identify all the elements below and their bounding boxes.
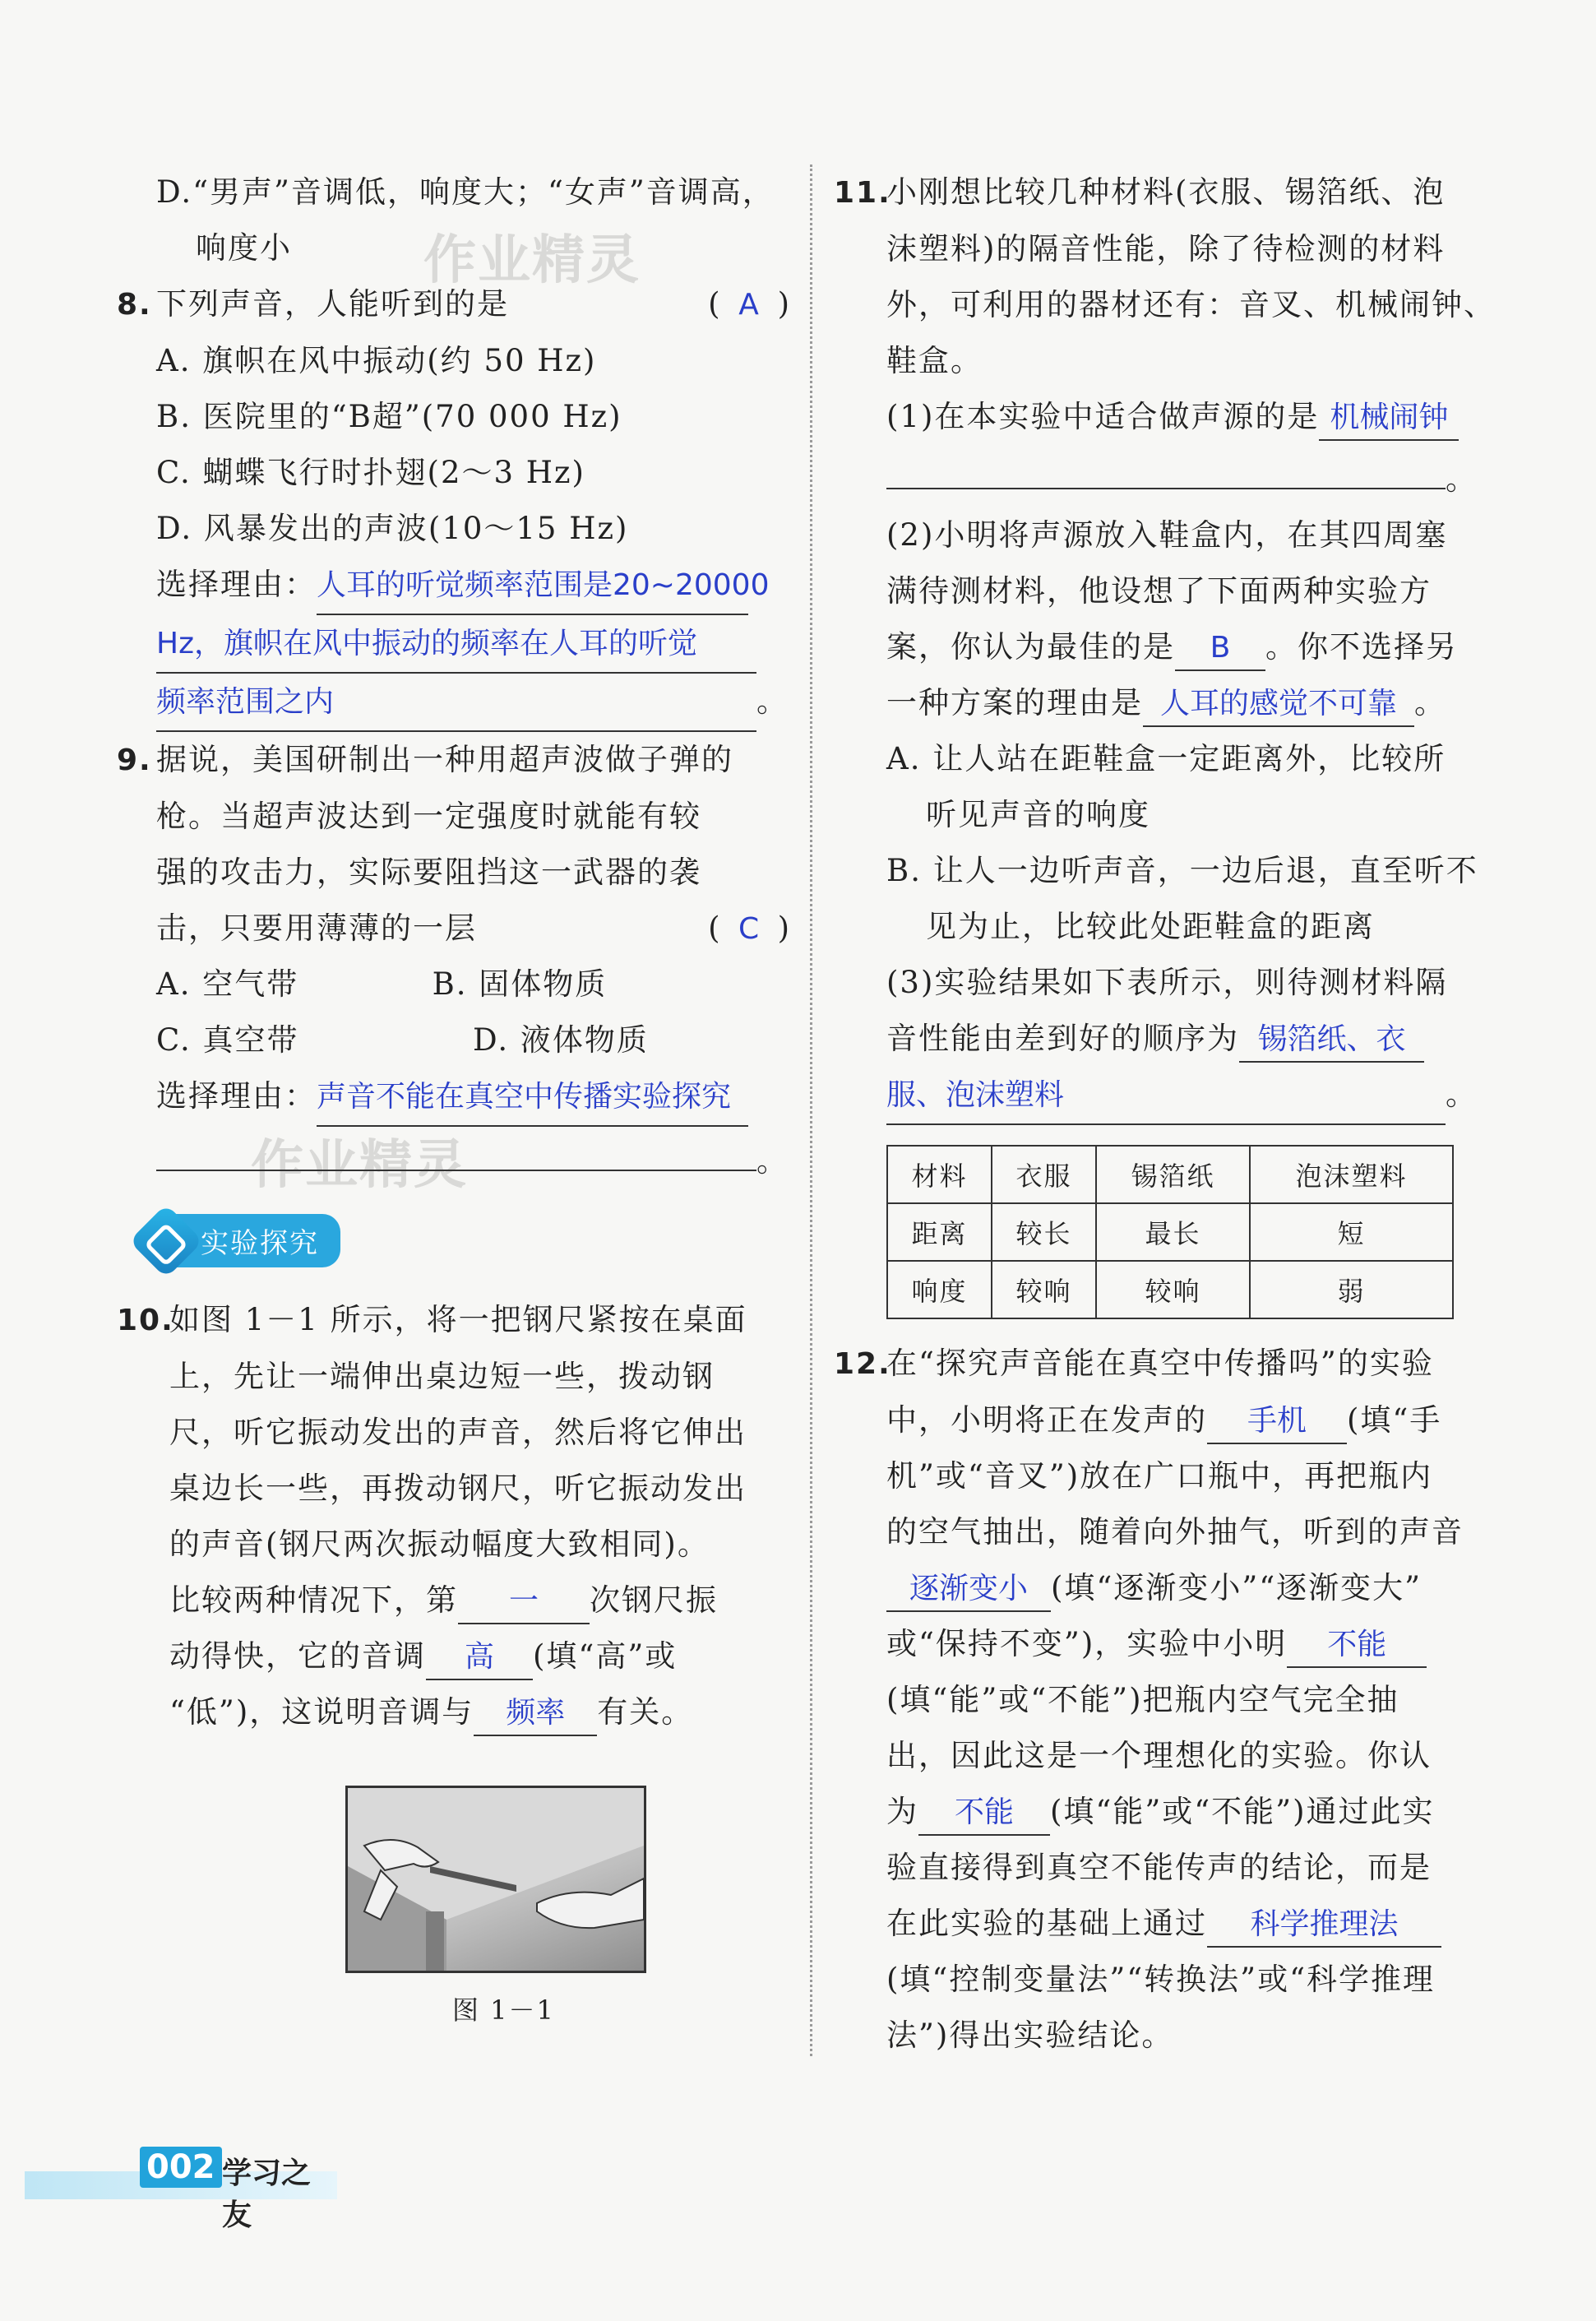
q11-option-a: A. 让人站在距鞋盒一定距离外，比较所	[886, 741, 1446, 776]
q11-part2-4	[847, 675, 1472, 731]
q11-line-2: 沫塑料)的隔音性能，除了待检测的材料	[886, 231, 1446, 266]
table-cell: 较响	[992, 1261, 1096, 1318]
q10-text-8b: 有关。	[597, 1694, 694, 1730]
q9-options-row-2	[156, 1012, 789, 1068]
q7-option-d-cont: 响度小	[196, 230, 292, 266]
q11-line-4: 鞋盒。	[886, 343, 983, 378]
q9-option-d: D. 液体物质	[473, 1022, 649, 1058]
q11-part3-1: (3)实验结果如下表所示，则待测材料隔	[886, 965, 1448, 1000]
period: 。	[1446, 461, 1478, 497]
section-header	[140, 1214, 340, 1267]
q10-line-7	[156, 1628, 789, 1684]
page-footer	[25, 2147, 337, 2232]
answer-parens	[708, 276, 789, 333]
q11-line-1	[834, 164, 1472, 221]
q9-line-1	[117, 732, 789, 789]
q11-part1-cont	[847, 445, 1478, 507]
q9-options-row-1	[156, 957, 708, 1012]
q8-option-d: D. 风暴发出的声波(10～15 Hz)	[156, 511, 629, 546]
table-cell: 较长	[992, 1203, 1096, 1261]
q9-line-4	[156, 901, 789, 957]
q11-answer-4-cont[interactable]: 服、泡沫塑料	[886, 1068, 1446, 1125]
figure-caption: 图 1－1	[452, 1994, 555, 2026]
q11-part2-1: (2)小明将声源放入鞋盒内，在其四周塞	[886, 517, 1448, 553]
q9-option-b: B. 固体物质	[432, 966, 608, 1002]
q11-line-3: 外，可利用的器材还有：音叉、机械闹钟、	[886, 287, 1496, 322]
q9-line-2: 枪。当超声波达到一定强度时就能有较	[156, 799, 701, 834]
question-number: 8.	[117, 288, 152, 322]
q8-option-a: A. 旗帜在风中振动(约 50 Hz)	[156, 343, 597, 378]
q12-answer-4[interactable]: 不能	[918, 1791, 1050, 1836]
table-header-row	[887, 1146, 1453, 1203]
period: 。	[756, 1143, 789, 1179]
period: 。	[756, 683, 789, 719]
q11-part3-text: 音性能由差到好的顺序为	[886, 1021, 1239, 1056]
q12-line-7: (填“能”或“不能”)把瓶内空气完全抽	[886, 1682, 1399, 1717]
q12-line-3: 机”或“音叉”)放在广口瓶中，再把瓶内	[886, 1458, 1433, 1494]
q9-option-c: C. 真空带	[156, 1022, 299, 1058]
table-cell: 锡箔纸	[1096, 1146, 1250, 1203]
q11-part3-2	[847, 1011, 1472, 1067]
ruler-illustration	[348, 1788, 644, 1971]
book-title: 学习之友	[222, 2156, 312, 2232]
q9-text-1: 据说，美国研制出一种用超声波做子弹的	[156, 742, 733, 777]
period: 。	[1446, 1077, 1478, 1112]
table-cell: 最长	[1096, 1203, 1250, 1261]
q11-part2-3	[847, 619, 1472, 675]
right-column	[834, 164, 1496, 2064]
q11-option-b-cont: 见为止，比较此处距鞋盒的距离	[926, 909, 1375, 944]
q12-line-1	[834, 1336, 1472, 1392]
table-cell: 较响	[1096, 1261, 1250, 1318]
q9-line-3: 强的攻击力，实际要阻挡这一武器的袭	[156, 855, 701, 890]
q12-answer-1[interactable]: 手机	[1207, 1400, 1347, 1444]
page-number: 002	[140, 2147, 222, 2188]
reason-label: 选择理由：	[156, 567, 317, 602]
column-divider	[810, 164, 812, 2056]
q8-reason-row-2	[156, 615, 789, 674]
q10-text-7a: 动得快，它的音调	[169, 1638, 426, 1674]
q9-answer[interactable]: C	[738, 912, 760, 946]
q8-stem-text: 下列声音，人能听到的是	[156, 286, 509, 322]
q9-reason-row	[156, 1068, 789, 1127]
reason-label: 选择理由：	[156, 1078, 317, 1114]
q10-text-6b: 次钢尺振	[590, 1582, 718, 1618]
q8-reason-row-3	[156, 674, 789, 732]
q8-reason-row	[156, 557, 789, 615]
ruler-figure	[345, 1786, 646, 1973]
q11-answer-1[interactable]: 机械闹钟	[1319, 396, 1459, 441]
q12-answer-5[interactable]: 科学推理法	[1207, 1903, 1441, 1948]
q11-part1-text: (1)在本实验中适合做声源的是	[886, 399, 1320, 434]
q12-text-5b: (填“逐渐变小”“逐渐变大”	[1051, 1570, 1423, 1605]
table-cell: 衣服	[992, 1146, 1096, 1203]
q10-text-8a: “低”)，这说明音调与	[169, 1694, 474, 1730]
q10-line-8	[156, 1684, 789, 1740]
q11-part3-3	[847, 1067, 1478, 1125]
table-cell: 距离	[887, 1203, 992, 1261]
q10-line-3: 尺，听它振动发出的声音，然后将它伸出	[169, 1415, 747, 1450]
q11-part2-text-a: 案，你认为最佳的是	[886, 629, 1175, 665]
q11-part2-text-c: 一种方案的理由是	[886, 685, 1143, 720]
table-cell: 响度	[887, 1261, 992, 1318]
section-title: 实验探究	[176, 1214, 340, 1267]
q11-answer-4[interactable]: 锡箔纸、衣	[1239, 1018, 1424, 1063]
q8-option-b: B. 医院里的“B超”(70 000 Hz)	[156, 399, 622, 434]
q12-line-10: 验直接得到真空不能传声的结论，而是	[886, 1850, 1432, 1885]
q12-line-2	[847, 1392, 1472, 1448]
q10-line-4: 桌边长一些，再拨动钢尺，听它振动发出	[169, 1471, 747, 1506]
blank-line[interactable]	[886, 445, 1446, 489]
question-number: 9.	[117, 744, 152, 777]
watermark: 作业精灵	[251, 1135, 468, 1196]
q11-text-1: 小刚想比较几种材料(衣服、锡箔纸、泡	[886, 174, 1446, 210]
q10-answer-2[interactable]: 高	[426, 1636, 533, 1680]
q10-text-6a: 比较两种情况下，第	[169, 1582, 458, 1618]
table-cell: 短	[1250, 1203, 1453, 1261]
question-number: 12.	[834, 1347, 891, 1381]
q12-answer-2[interactable]: 逐渐变小	[886, 1568, 1051, 1612]
q12-line-6	[847, 1616, 1472, 1672]
q12-text-1: 在“探究声音能在真空中传播吗”的实验	[886, 1346, 1434, 1381]
q11-answer-2[interactable]: B	[1175, 627, 1265, 671]
paren-open: (	[708, 286, 720, 322]
paren-close: )	[777, 910, 789, 946]
q10-answer-3[interactable]: 频率	[474, 1692, 597, 1736]
q12-line-11	[847, 1896, 1472, 1952]
q12-line-8: 出，因此这是一个理想化的实验。你认	[886, 1738, 1432, 1773]
q12-line-13: 法”)得出实验结论。	[886, 2018, 1174, 2053]
question-number: 10.	[117, 1304, 174, 1337]
q8-reason-3[interactable]: 频率范围之内	[156, 674, 756, 732]
q11-option-a-cont: 听见声音的响度	[926, 797, 1150, 832]
q8-reason-2[interactable]: Hz，旗帜在风中振动的频率在人耳的听觉	[156, 616, 756, 674]
q12-text-2b: (填“手	[1347, 1402, 1442, 1438]
watermark: 作业精灵	[423, 230, 641, 291]
q11-part2-2: 满待测材料，他设想了下面两种实验方	[886, 573, 1432, 609]
q9-text-4: 击，只要用薄薄的一层	[156, 910, 477, 946]
q9-option-a: A. 空气带	[156, 966, 299, 1002]
paren-close: )	[777, 286, 789, 322]
table-row	[887, 1203, 1453, 1261]
q11-part2-text-b: 。你不选择另	[1265, 629, 1458, 665]
q10-line-2: 上，先让一端伸出桌边短一些，拨动钢	[169, 1359, 715, 1394]
table-cell: 材料	[887, 1146, 992, 1203]
q9-reason-row-2	[156, 1127, 789, 1189]
q8-reason-1[interactable]: 人耳的听觉频率范围是20~20000	[317, 558, 748, 615]
period: 。	[1414, 685, 1446, 720]
table-row	[887, 1261, 1453, 1318]
q12-text-2a: 中，小明将正在发声的	[886, 1402, 1207, 1438]
table-cell: 泡沫塑料	[1250, 1146, 1453, 1203]
q8-stem	[117, 276, 789, 333]
q8-option-c: C. 蝴蝶飞行时扑翅(2～3 Hz)	[156, 455, 585, 490]
table-cell: 弱	[1250, 1261, 1453, 1318]
q10-answer-1[interactable]: 一	[458, 1580, 590, 1624]
q11-result-table	[886, 1145, 1454, 1319]
q10-text-7b: (填“高”或	[533, 1638, 678, 1674]
q10-line-5: 的声音(钢尺两次振动幅度大致相同)。	[169, 1526, 710, 1562]
paren-open: (	[708, 910, 720, 946]
q12-text-11a: 在此实验的基础上通过	[886, 1906, 1207, 1941]
answer-parens	[708, 901, 789, 957]
q12-text-6a: 或“保持不变”)，实验中小明	[886, 1626, 1288, 1661]
q11-answer-3[interactable]: 人耳的感觉不可靠	[1143, 683, 1414, 727]
q12-line-5	[847, 1560, 1472, 1616]
q12-text-9b: (填“能”或“不能”)通过此实	[1050, 1794, 1435, 1829]
q12-text-9a: 为	[886, 1794, 918, 1829]
q12-line-4: 的空气抽出，随着向外抽气，听到的声音	[886, 1514, 1464, 1550]
q11-option-b: B. 让人一边听声音，一边后退，直至听不	[886, 853, 1478, 888]
q9-reason[interactable]: 声音不能在真空中传播实验探究	[317, 1069, 748, 1127]
question-number: 11.	[834, 176, 891, 210]
q12-line-12: (填“控制变量法”“转换法”或“科学推理	[886, 1962, 1436, 1997]
q10-line-1	[117, 1292, 789, 1349]
q12-line-9	[847, 1784, 1472, 1840]
q10-line-6	[156, 1573, 789, 1628]
q7-option-d: D.“男声”音调低，响度大；“女声”音调高，	[156, 174, 775, 210]
q11-part1	[847, 389, 1472, 445]
q8-answer[interactable]: A	[738, 288, 759, 322]
left-column	[117, 164, 789, 2027]
q10-text-1: 如图 1－1 所示，将一把钢尺紧按在桌面	[169, 1302, 747, 1337]
q12-answer-3[interactable]: 不能	[1287, 1624, 1427, 1668]
blank-line[interactable]	[156, 1127, 756, 1171]
q11-table-wrap	[847, 1145, 1472, 1319]
